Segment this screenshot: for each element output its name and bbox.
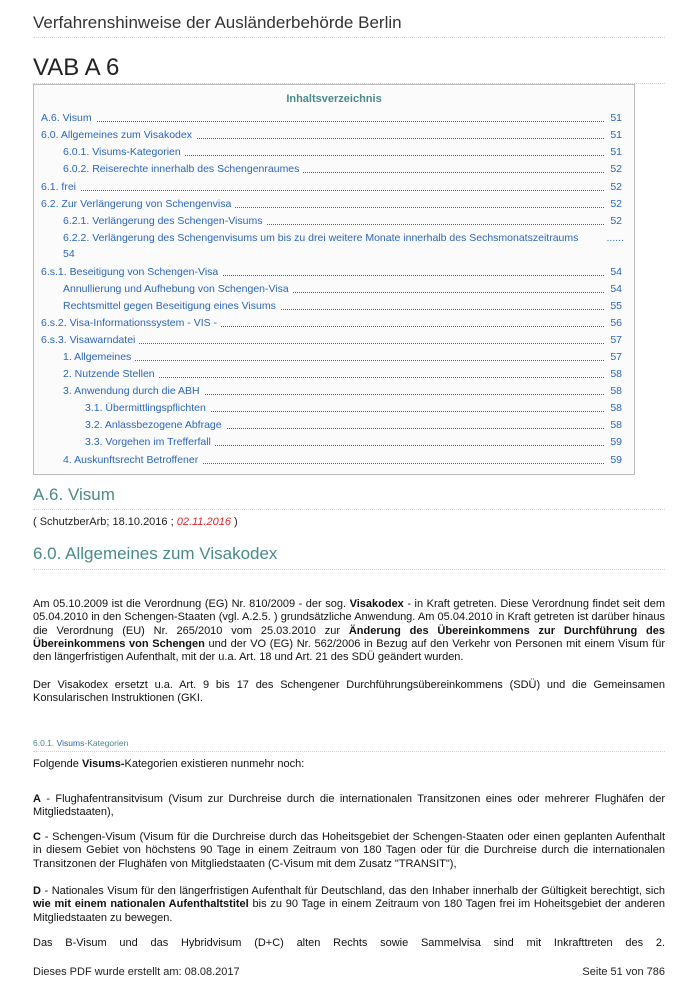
paragraph-visa-c: C - Schengen-Visum (Visum für die Durchreise durch das Hoheitsgebiet der Schengen-Staaten oder einen geplanten Aufenthalt in diesem Gebiet von höchstens 90 Tage in einem Zeitraum von 180 Tagen oder für die Durchreise durch die internationalen Transitzonen der Flughäfen von Mitgliedstaaten (C-Visum mit dem Zusatz "TRANSIT"), [33, 831, 665, 870]
section-a6-divider [33, 509, 665, 510]
toc-entry-page: 51 [610, 112, 622, 124]
header-divider [33, 37, 665, 38]
toc-entry[interactable] [85, 418, 622, 432]
toc-entry-label: 6.s.2. Visa-Informationssystem - VIS - [41, 317, 221, 329]
paragraph-last: Das B-Visum und das Hybridvisum (D+C) alten Rechts sowie Sammelvisa sind mit Inkrafttreten des 2. [33, 937, 665, 949]
toc-entry-label: 6.s.1. Beseitigung von Schengen-Visa [41, 266, 222, 278]
toc-entry-label: 6.2.1. Verlängerung des Schengen-Visums [63, 215, 266, 227]
toc-entry[interactable] [41, 128, 622, 142]
toc-entry-label: 3.2. Anlassbezogene Abfrage [85, 419, 226, 431]
toc-entry-page: 55 [610, 300, 622, 312]
toc-entry[interactable] [63, 453, 622, 467]
toc-entry-label: 6.1. frei [41, 181, 80, 193]
toc-entry-label: Annullierung und Aufhebung von Schengen-Visa [63, 283, 293, 295]
toc-entry-page: 51 [610, 129, 622, 141]
footer-page-number: Seite 51 von 786 [582, 966, 665, 978]
toc-entry-page: 54 [610, 266, 622, 278]
table-of-contents [33, 84, 635, 475]
toc-entry[interactable] [41, 111, 622, 125]
paragraph-visa-a: A - Flughafentransitvisum (Visum zur Durchreise durch die internationalen Transitzonen eines oder mehrerer Flughäfen der Mitgliedstaaten), [33, 793, 665, 819]
toc-entry-label: 1. Allgemeines [63, 351, 135, 363]
toc-entry-page: 58 [610, 402, 622, 414]
toc-entry[interactable] [41, 265, 622, 279]
toc-entry-label: 4. Auskunftsrecht Betroffener [63, 454, 202, 466]
toc-entry-label: 3.3. Vorgehen im Trefferfall [85, 436, 215, 448]
toc-entry-label: 6.s.3. Visawarndatei [41, 334, 139, 346]
toc-entry-page: 52 [610, 215, 622, 227]
toc-entry-label: 6.0.2. Reiserechte innerhalb des Schengenraumes [63, 163, 303, 175]
page-footer [33, 966, 665, 978]
toc-entry-page: 57 [610, 334, 622, 346]
toc-entry-page: 54 [63, 248, 75, 260]
footer-created: Dieses PDF wurde erstellt am: 08.08.2017 [33, 966, 240, 978]
revision-meta: ( SchutzberArb; 18.10.2016 ; 02.11.2016 ) [33, 516, 238, 528]
toc-entry-page: 56 [610, 317, 622, 329]
toc-entry-dots: ...... [606, 232, 624, 244]
paragraph-sdue: Der Visakodex ersetzt u.a. Art. 9 bis 17 des Schengener Durchführungsübereinkommens (SDÜ) und die Gemeinsamen Konsularischen Instruktionen (GKI. [33, 679, 665, 705]
toc-entry-page: 52 [610, 198, 622, 210]
toc-entry-label: 6.2. Zur Verlängerung von Schengenvisa [41, 198, 235, 210]
toc-entry[interactable] [63, 145, 622, 159]
toc-entry-page: 58 [610, 368, 622, 380]
toc-entry[interactable] [63, 230, 624, 262]
toc-entry-page: 51 [610, 146, 622, 158]
toc-entry-label: Rechtsmittel gegen Beseitigung eines Visums [63, 300, 280, 312]
toc-entry[interactable] [85, 435, 622, 449]
section-60-divider [33, 569, 665, 570]
toc-entry[interactable] [63, 299, 622, 313]
document-header: Verfahrenshinweise der Ausländerbehörde Berlin [33, 13, 402, 32]
revision-date-new: 02.11.2016 [176, 516, 231, 528]
subsection-601-heading: 6.0.1. Visums-Kategorien [33, 738, 129, 748]
toc-entry-page: 57 [610, 351, 622, 363]
toc-entry[interactable] [63, 350, 622, 364]
toc-entry-label: 6.2.2. Verlängerung des Schengenvisums um bis zu drei weitere Monate innerhalb des Sechsmonatszeitraums [63, 232, 579, 244]
toc-entry-page: 58 [610, 419, 622, 431]
section-a6-title: A.6. Visum [33, 485, 115, 504]
toc-entry-label: 2. Nutzende Stellen [63, 368, 159, 380]
toc-entry-label: 6.0. Allgemeines zum Visakodex [41, 129, 196, 141]
toc-entry-page: 52 [610, 181, 622, 193]
toc-entry-label: 3. Anwendung durch die ABH [63, 385, 204, 397]
toc-entry-label: A.6. Visum [41, 112, 96, 124]
toc-entry[interactable] [63, 384, 622, 398]
toc-entry[interactable] [41, 333, 622, 347]
toc-entry[interactable] [41, 197, 622, 211]
toc-entry-label: 6.0.1. Visums-Kategorien [63, 146, 185, 158]
toc-entry[interactable] [63, 214, 622, 228]
toc-entry[interactable] [41, 316, 622, 330]
page-title: VAB A 6 [33, 54, 120, 81]
subsection-601-divider [33, 751, 665, 752]
toc-entry[interactable] [63, 282, 622, 296]
toc-title: Inhaltsverzeichnis [286, 93, 382, 105]
toc-entry-page: 59 [610, 436, 622, 448]
toc-entry[interactable] [85, 401, 622, 415]
paragraph-visakodex: Am 05.10.2009 ist die Verordnung (EG) Nr. 810/2009 - der sog. Visakodex - in Kraft getreten. Diese Verordnung findet seit dem 05.04.2010 in den Schengen-Staaten (vgl. A.2.5. ) grundsätzliche Anwendung. Am 05.04.2010 in Kraft getreten ist darüber hinaus die Verordnung (EU) Nr. 265/2010 vom 25.03.2010 zur Änderung des Übereinkommens zur Durchführung des Übereinkommens von Schengen und der VO (EG) Nr. 562/2006 in Bezug auf den Verkehr von Personen mit einem Visum für den längerfristigen Aufenthalt, mit der u.a. Art. 18 und Art. 21 des SDÜ geändert wurden. [33, 598, 665, 664]
section-60-title: 6.0. Allgemeines zum Visakodex [33, 544, 278, 563]
toc-entry[interactable] [63, 367, 622, 381]
toc-entry-page: 59 [610, 454, 622, 466]
toc-entry-label: 3.1. Übermittlingspflichten [85, 402, 210, 414]
paragraph-intro: Folgende Visums-Kategorien existieren nunmehr noch: [33, 758, 305, 770]
paragraph-visa-d: D - Nationales Visum für den längerfristigen Aufenthalt für Deutschland, das den Inhaber innerhalb der Gültigkeit berechtigt, sich wie mit einem nationalen Aufenthaltstitel bis zu 90 Tage in einem Zeitraum von 180 Tagen frei im Hoheitsgebiet der anderen Mitgliedstaaten zu bewegen. [33, 885, 665, 924]
toc-entry-page: 54 [610, 283, 622, 295]
revision-date: 18.10.2016 [112, 516, 168, 528]
toc-entry[interactable] [41, 180, 622, 194]
toc-entry[interactable] [63, 162, 622, 176]
toc-entry-page: 58 [610, 385, 622, 397]
toc-entry-page: 52 [610, 163, 622, 175]
